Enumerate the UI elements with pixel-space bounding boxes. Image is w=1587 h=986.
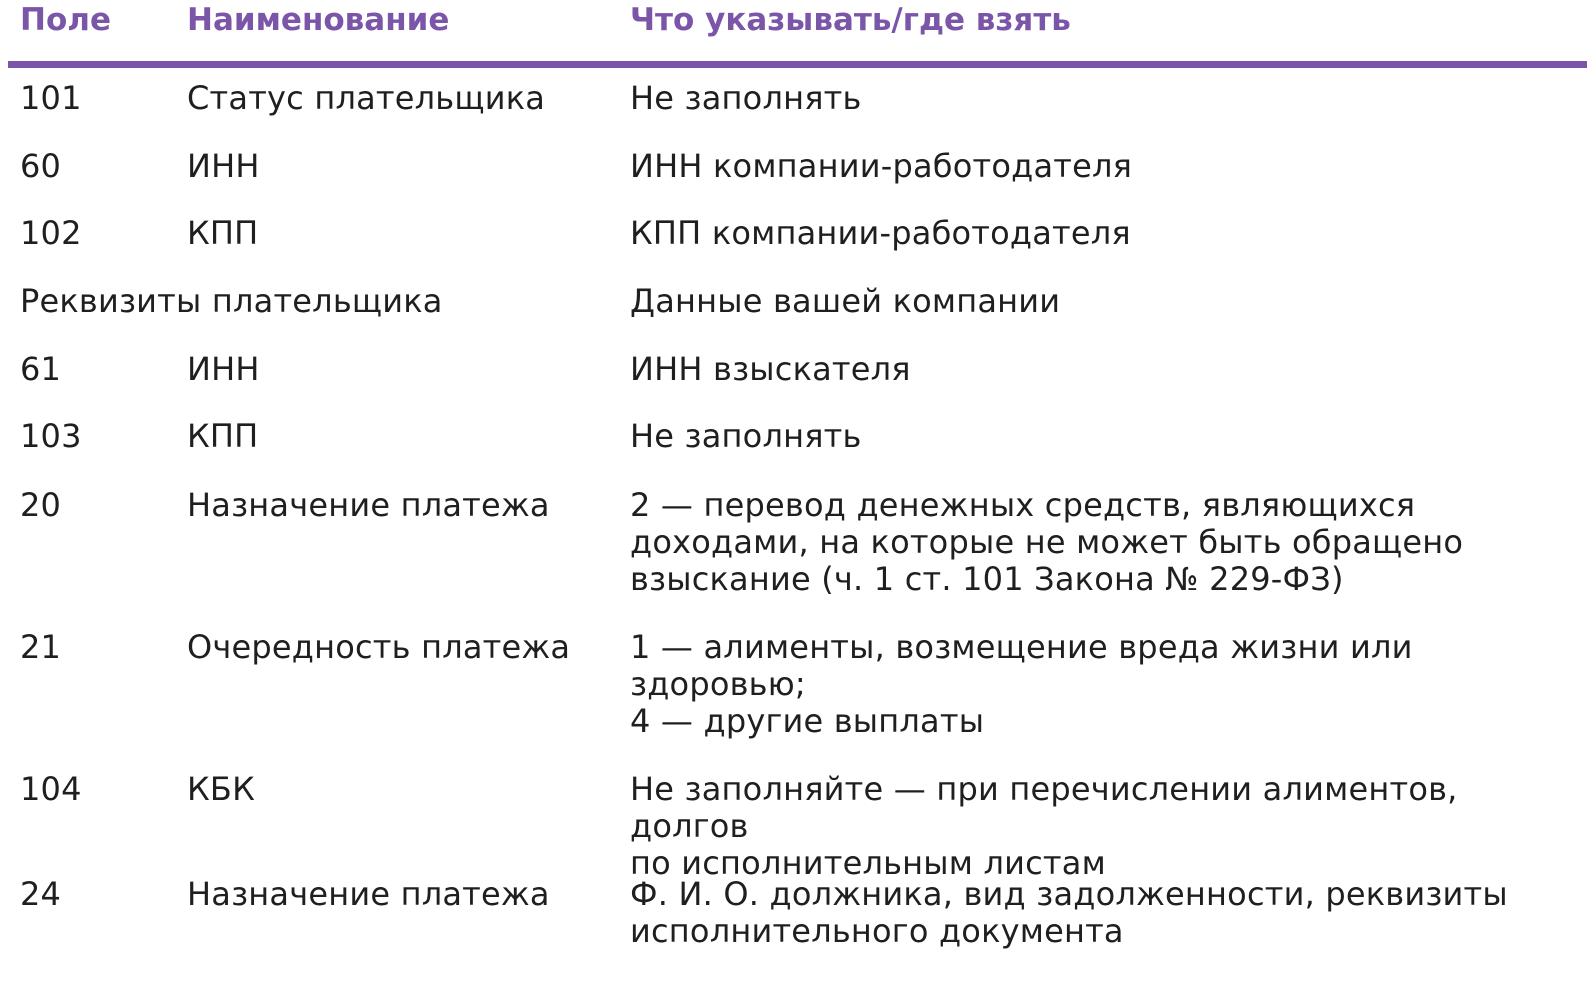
row-what: ИНН взыскателя <box>630 350 911 388</box>
row-field: 60 <box>20 147 62 185</box>
row-what: КПП компании-работодателя <box>630 214 1131 252</box>
row-name: КПП <box>187 417 259 455</box>
row-field: 21 <box>20 628 62 666</box>
row-name: Очередность платежа <box>187 628 571 666</box>
row-what: Ф. И. О. должника, вид задолженности, реквизиты исполнительного документа <box>630 875 1508 950</box>
header-name: Наименование <box>187 2 450 38</box>
payment-fields-table <box>8 0 1587 950</box>
row-what: 2 — перевод денежных средств, являющихся доходами, на которые не может быть обращено взыскание (ч. 1 ст. 101 Закона № 229-ФЗ) <box>630 486 1464 598</box>
row-what: Не заполнять <box>630 417 862 455</box>
row-field: 102 <box>20 214 82 252</box>
row-field: 61 <box>20 350 62 388</box>
row-what: Не заполнять <box>630 79 862 117</box>
row-name: Назначение платежа <box>187 486 550 524</box>
table-header <box>8 0 1587 68</box>
row-field: 104 <box>20 770 82 808</box>
row-name: КБК <box>187 770 255 808</box>
row-name: КПП <box>187 214 259 252</box>
row-name: Статус плательщика <box>187 79 546 117</box>
row-what: 1 — алименты, возмещение вреда жизни или здоровью; 4 — другие выплаты <box>630 628 1413 740</box>
row-field: 24 <box>20 875 62 913</box>
row-name: Назначение платежа <box>187 875 550 913</box>
row-field: 20 <box>20 486 62 524</box>
row-what: ИНН компании-работодателя <box>630 147 1133 185</box>
row-what: Данные вашей компании <box>630 282 1061 320</box>
row-field: 101 <box>20 79 82 117</box>
row-name: ИНН <box>187 147 260 185</box>
header-field: Поле <box>20 2 111 38</box>
row-name: ИНН <box>187 350 260 388</box>
row-field: Реквизиты плательщика <box>20 282 443 320</box>
row-what: Не заполняйте — при перечислении алиментов, долгов по исполнительным листам <box>630 770 1458 882</box>
row-field: 103 <box>20 417 82 455</box>
header-what: Что указывать/где взять <box>630 2 1071 38</box>
